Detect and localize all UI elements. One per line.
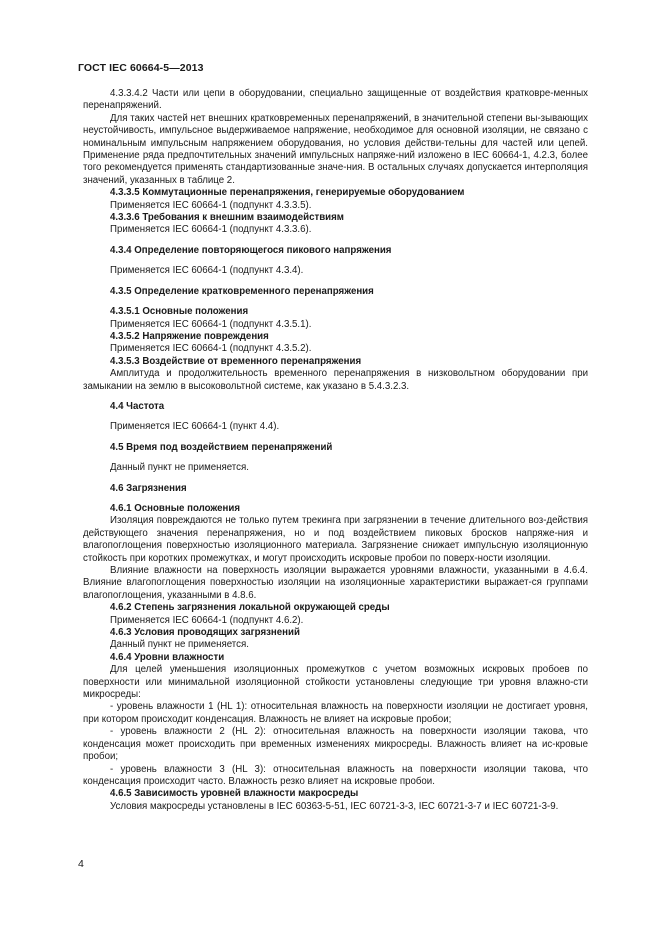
document-body bbox=[83, 88, 588, 813]
section-heading: 4.3.5.2 Напряжение повреждения bbox=[110, 330, 269, 342]
section-heading: 4.6 Загрязнения bbox=[110, 482, 187, 494]
paragraph: Влияние влажности на поверхность изоляции выражается уровнями влажности, указанными в 4.6.4. Влияние влагопоглощения поверхностью изоляции на изоляционные характеристики выражает-ся группами влагопоглощения, указанными в 4.8.6. bbox=[83, 565, 588, 601]
section-heading: 4.3.5 Определение кратковременного перенапряжения bbox=[110, 285, 374, 297]
paragraph: Применяется IEC 60664-1 (пункт 4.4). bbox=[110, 421, 280, 433]
paragraph: Для целей уменьшения изоляционных промежутков с учетом возможных искровых пробоев по поверхности или минимальной изоляционной стойкости установлены следующие три уровня влажно-сти микросреды: bbox=[83, 664, 588, 701]
paragraph: Амплитуда и продолжительность временного перенапряжения в низковольтном оборудовании при замыкании на землю в высоковольтной системе, как указано в 5.4.3.2.3. bbox=[83, 368, 588, 392]
section-heading: 4.6.4 Уровни влажности bbox=[110, 651, 225, 663]
paragraph: Применяется IEC 60664-1 (подпункт 4.3.5.2). bbox=[110, 343, 312, 355]
section-heading: 4.3.5.3 Воздействие от временного перенапряжения bbox=[110, 355, 362, 367]
section-heading: 4.3.4 Определение повторяющегося пикового напряжения bbox=[110, 244, 392, 256]
list-item: - уровень влажности 2 (HL 2): относительная влажность на поверхности изоляции такова, что конденсация может происходить при временных изменениях микросреды. Влажность влияет на ис-кровые пробои; bbox=[83, 726, 588, 763]
section-heading: 4.6.2 Степень загрязнения локальной окружающей среды bbox=[110, 602, 390, 614]
section-heading: 4.3.3.6 Требования к внешним взаимодействиям bbox=[110, 212, 344, 224]
section-heading: 4.6.3 Условия проводящих загрязнений bbox=[110, 627, 300, 639]
section-heading: 4.3.5.1 Основные положения bbox=[110, 306, 249, 318]
paragraph: Применяется IEC 60664-1 (подпункт 4.3.3.5). bbox=[110, 199, 312, 211]
section-heading: 4.3.3.5 Коммутационные перенапряжения, генерируемые оборудованием bbox=[110, 187, 465, 199]
list-item: - уровень влажности 3 (HL 3): относительная влажность на поверхности изоляции такова, что конденсация происходит часто. Влажность резко влияет на искровые пробои. bbox=[83, 763, 588, 787]
paragraph: Применяется IEC 60664-1 (подпункт 4.6.2). bbox=[110, 614, 304, 626]
paragraph: Для таких частей нет внешних кратковременных перенапряжений, в значительной степени вы-зывающих неустойчивость, импульсное выдерживаемое напряжение, необходимое для основной изоляции, не связано с номинальным импульсным напряжением оборудования, но условия действи-тельны для частей или цепей. Применение ряда предпочтительных значений импульсных напряже-ний изложено в IEC 60664-1, 4.2.3, более того рекомендуется применять стандартизованные значе-ния. В остальных случаях допускается интерполяция значений, указанных в таблице 2. bbox=[83, 112, 588, 186]
list-item: - уровень влажности 1 (HL 1): относительная влажность на поверхности изоляции не достигает уровня, при котором происходит конденсация. Влажность не влияет на искровые пробои; bbox=[83, 701, 588, 725]
section-heading: 4.5 Время под воздействием перенапряжений bbox=[110, 441, 333, 453]
paragraph: Данный пункт не применяется. bbox=[110, 462, 249, 474]
paragraph: Применяется IEC 60664-1 (подпункт 4.3.5.1). bbox=[110, 318, 312, 330]
paragraph: Применяется IEC 60664-1 (подпункт 4.3.4). bbox=[110, 265, 304, 277]
section-heading: 4.4 Частота bbox=[110, 400, 165, 412]
paragraph: Условия макросреды установлены в IEC 60363-5-51, IEC 60721-3-3, IEC 60721-3-7 и IEC 60721-3-9. bbox=[110, 800, 559, 812]
paragraph: Данный пункт не применяется. bbox=[110, 639, 249, 651]
paragraph: Применяется IEC 60664-1 (подпункт 4.3.3.6). bbox=[110, 224, 312, 236]
paragraph: 4.3.3.4.2 Части или цепи в оборудовании, специально защищенные от воздействия кратковре-менных перенапряжений. bbox=[83, 88, 588, 112]
section-heading: 4.6.5 Зависимость уровней влажности макросреды bbox=[110, 788, 359, 800]
paragraph: Изоляция повреждаются не только путем трекинга при загрязнении в течение длительного воз-действия действующего значения перенапряжения, но и под воздействием пиковых бросков напряже-ния и влагопоглощения поверхностью изоляционного материала. Загрязнение снижает импульсную изоляционную стойкость при коротких промежутках, и могут происходить искровые пробои по поверх-ности изоляции. bbox=[83, 515, 588, 564]
page-number: 4 bbox=[78, 858, 84, 870]
section-heading: 4.6.1 Основные положения bbox=[110, 502, 241, 514]
document-header: ГОСТ IEC 60664-5—2013 bbox=[78, 62, 204, 74]
